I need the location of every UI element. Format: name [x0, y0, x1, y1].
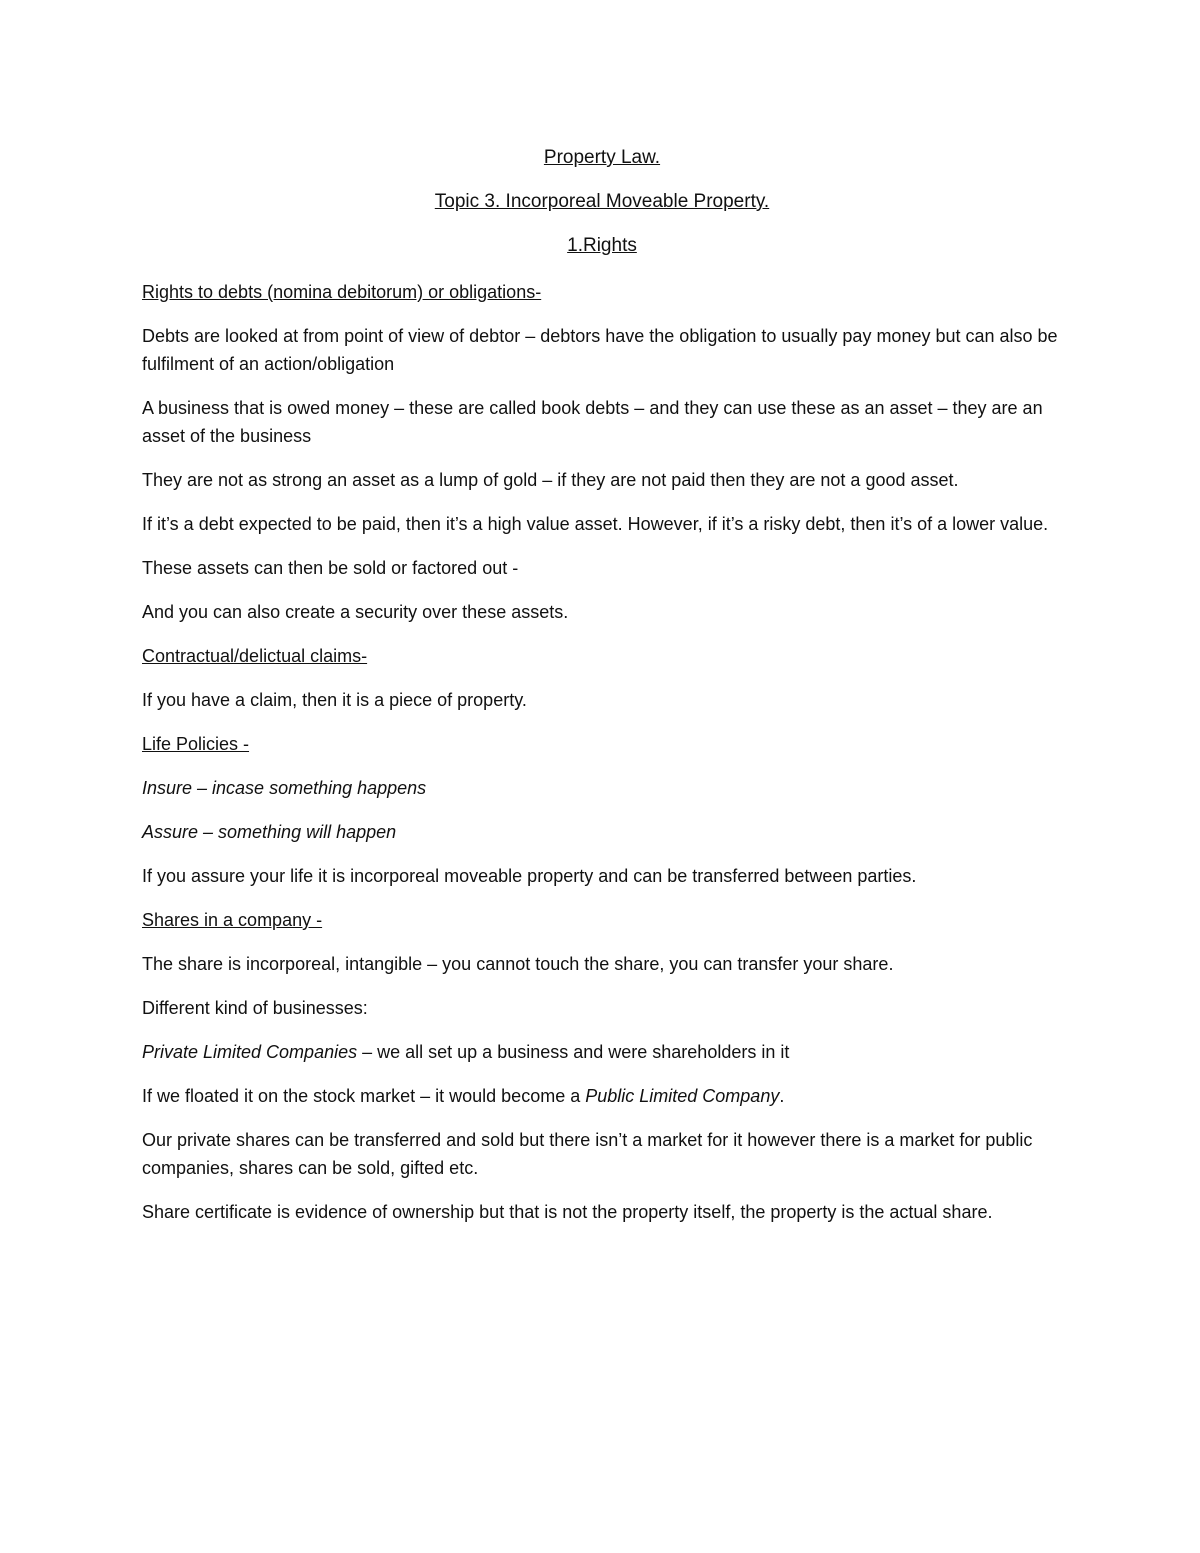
heading-claims: Contractual/delictual claims-	[142, 646, 368, 666]
section-title: 1.Rights	[567, 235, 637, 256]
private-companies-text: – we all set up a business and were shareholders in it	[357, 1042, 790, 1062]
paragraph-debts-1: Debts are looked at from point of view of debtor – debtors have the obligation to usually pay money but can also be fulfilment of an action/obligation	[142, 326, 1058, 374]
paragraph-shares-2: Different kind of businesses:	[142, 998, 368, 1018]
paragraph-debts-6: And you can also create a security over these assets.	[142, 602, 569, 622]
paragraph-shares-3: Our private shares can be transferred and sold but there isn’t a market for it however there is a market for public companies, shares can be sold, gifted etc.	[142, 1130, 1033, 1178]
public-company-term: Public Limited Company	[585, 1086, 780, 1106]
paragraph-life-1: If you assure your life it is incorporeal moveable property and can be transferred between parties.	[142, 866, 917, 886]
paragraph-private-companies	[142, 1038, 1062, 1066]
assure-text: Assure – something will happen	[142, 822, 397, 842]
insure-text: Insure – incase something happens	[142, 778, 427, 798]
heading-life-policies: Life Policies -	[142, 734, 250, 754]
document-page	[142, 140, 1062, 1242]
paragraph-shares-4: Share certificate is evidence of ownership but that is not the property itself, the property is the actual share.	[142, 1202, 993, 1222]
float-text-start: If we floated it on the stock market – it would become a	[142, 1086, 586, 1106]
paragraph-assure	[142, 818, 1062, 846]
private-companies-term: Private Limited Companies	[142, 1042, 358, 1062]
paragraph-float	[142, 1082, 1062, 1110]
paragraph-claims-1: If you have a claim, then it is a piece of property.	[142, 690, 527, 710]
heading-debts: Rights to debts (nomina debitorum) or obligations-	[142, 282, 542, 302]
paragraph-debts-5: These assets can then be sold or factored out -	[142, 558, 519, 578]
paragraph-debts-2: A business that is owed money – these are called book debts – and they can use these as an asset – they are an asset of the business	[142, 398, 1043, 446]
topic-title: Topic 3. Incorporeal Moveable Property.	[434, 191, 770, 212]
course-title: Property Law.	[543, 147, 661, 168]
paragraph-insure	[142, 774, 1062, 802]
heading-shares: Shares in a company -	[142, 910, 323, 930]
paragraph-debts-3: They are not as strong an asset as a lump of gold – if they are not paid then they are not a good asset.	[142, 470, 959, 490]
paragraph-debts-4: If it’s a debt expected to be paid, then it’s a high value asset. However, if it’s a risky debt, then it’s of a lower value.	[142, 514, 1049, 534]
float-text-end: .	[779, 1086, 785, 1106]
paragraph-shares-1: The share is incorporeal, intangible – you cannot touch the share, you can transfer your share.	[142, 954, 894, 974]
